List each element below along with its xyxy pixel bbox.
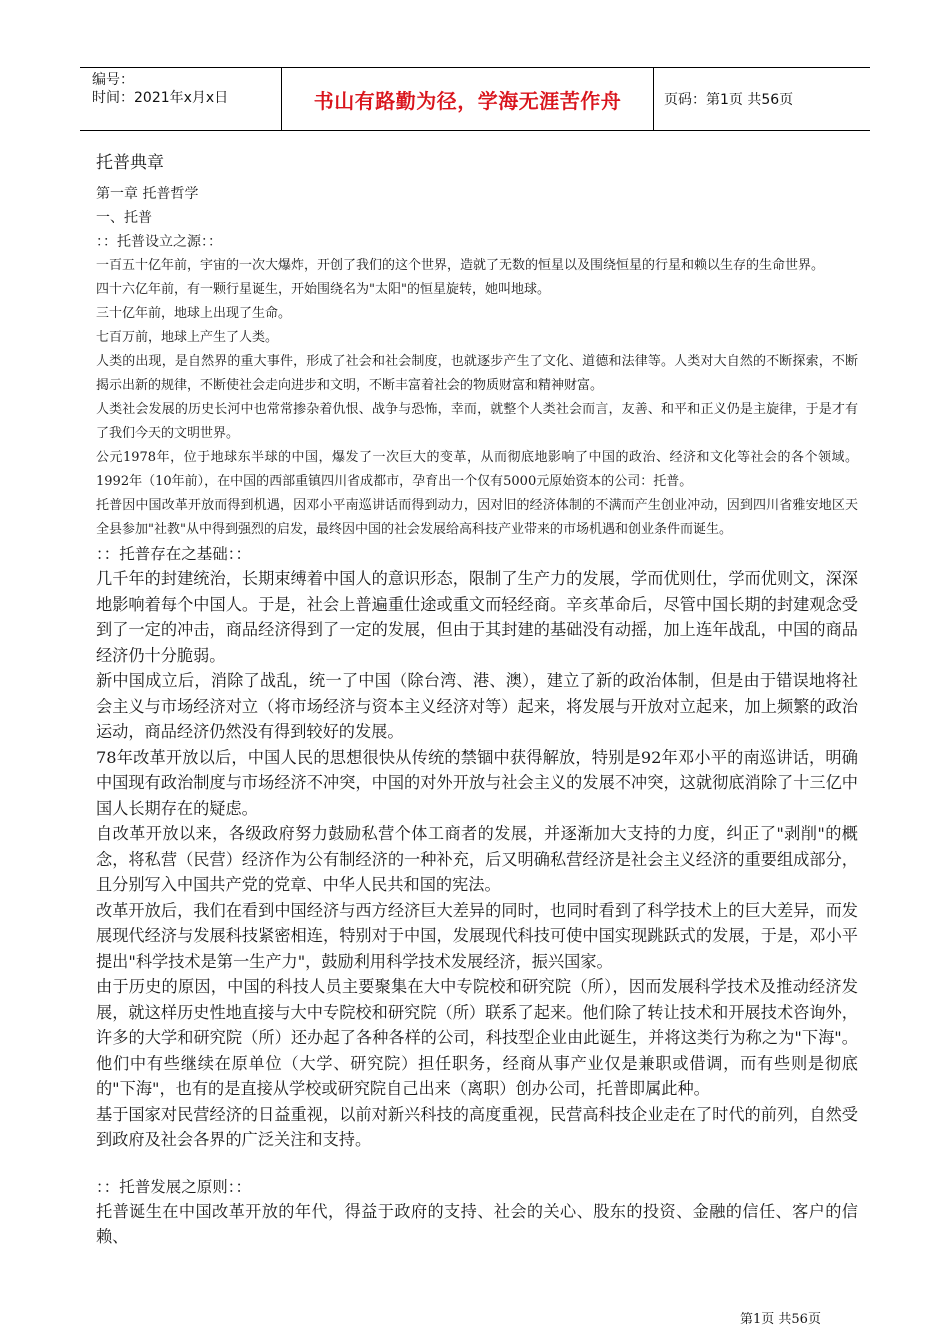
number-label: 编号：	[92, 72, 134, 88]
paragraph: 一百五十亿年前，宇宙的一次大爆炸，开创了我们的这个世界，造就了无数的恒星以及围绕恒星的行星和赖以生存的生命世界。	[96, 258, 825, 273]
paragraph: 三十亿年前，地球上出现了生命。	[96, 306, 292, 321]
spacer	[96, 1153, 858, 1175]
paragraph: 78年改革开放以后，中国人民的思想很快从传统的禁锢中获得解放，特别是92年邓小平的南巡讲话，明确中国现有政治制度与市场经济不冲突，中国的对外开放与社会主义的发展不冲突，这就彻底消除了十三亿中国人长期存在的疑虑。	[96, 747, 858, 818]
time-label: 时间：2021年x月x日	[92, 90, 229, 106]
paragraph: 人类社会发展的历史长河中也常常掺杂着仇恨、战争与恐怖，幸而，就整个人类社会而言，友善、和平和正义仍是主旋律，于是才有了我们今天的文明世界。	[96, 402, 858, 441]
motto-text: 书山有路勤为径，学海无涯苦作舟	[313, 88, 622, 113]
header-table	[80, 67, 870, 131]
paragraph: 托普诞生在中国改革开放的年代，得益于政府的支持、社会的关心、股东的投资、金融的信任、客户的信赖、	[96, 1201, 858, 1246]
subheading-basis: ：：托普存在之基础：：	[96, 545, 252, 563]
subheading-principles: ：：托普发展之原则：：	[96, 1177, 252, 1196]
paragraph: 公元1978年，位于地球东半球的中国，爆发了一次巨大的变革，从而彻底地影响了中国的政治、经济和文化等社会的各个领域。1992年（10年前），在中国的西部重镇四川省成都市，孕育出一个仅有5000元原始资本的公司：托普。	[96, 450, 858, 489]
paragraph: 四十六亿年前，有一颗行星诞生，开始围绕名为"太阳"的恒星旋转，她叫地球。	[96, 282, 550, 297]
page-footer: 第1页 共56页	[740, 1312, 821, 1327]
page-label-cell	[654, 68, 870, 130]
section-heading: 一、托普	[96, 210, 152, 226]
chapter-heading: 第一章 托普哲学	[96, 186, 199, 202]
motto-cell	[282, 68, 654, 130]
paragraph: 自改革开放以来，各级政府努力鼓励私营个体工商者的发展，并逐渐加大支持的力度，纠正了"剥削"的概念，将私营（民营）经济作为公有制经济的一种补充，后又明确私营经济是社会主义经济的重要组成部分，且分别写入中国共产党的党章、中华人民共和国的宪法。	[96, 824, 858, 894]
paragraph: 几千年的封建统治，长期束缚着中国人的意识形态，限制了生产力的发展，学而优则仕，学而优则文，深深地影响着每个中国人。于是，社会上普遍重仕途或重文而轻经商。辛亥革命后，尽管中国长期的封建观念受到了一定的冲击，商品经济得到了一定的发展，但由于其封建的基础没有动摇，加上连年战乱，中国的商品经济仍十分脆弱。	[96, 569, 858, 665]
paragraph: 由于历史的原因，中国的科技人员主要聚集在大中专院校和研究院（所），因而发展科学技术及推动经济发展，就这样历史性地直接与大中专院校和研究院（所）联系了起来。他们除了转让技术和开展技术咨询外，许多的大学和研究院（所）还办起了各种各样的公司，科技型企业由此诞生，并将这类行为称之为"下海"。他们中有些继续在原单位（大学、研究院）担任职务，经商从事产业仅是兼职或借调，而有些则是彻底的"下海"，也有的是直接从学校或研究院自己出来（离职）创办公司，托普即属此种。	[96, 977, 858, 1098]
document-title: 托普典章	[96, 153, 164, 173]
page-label: 页码：第1页 共56页	[664, 92, 794, 108]
paragraph: 新中国成立后，消除了战乱，统一了中国（除台湾、港、澳），建立了新的政治体制，但是由于错误地将社会主义与市场经济对立（将市场经济与资本主义经济对等）起来，将发展与开放对立起来，加上频繁的政治运动，商品经济仍然没有得到较好的发展。	[96, 671, 858, 741]
paragraph: 改革开放后，我们在看到中国经济与西方经济巨大差异的同时，也同时看到了科学技术上的巨大差异，而发展现代经济与发展科技紧密相连，特别对于中国，发展现代科技可使中国实现跳跃式的发展，于是，邓小平提出"科学技术是第一生产力"，鼓励利用科学技术发展经济，振兴国家。	[96, 900, 858, 971]
document-body	[96, 150, 858, 1250]
paragraph: 人类的出现，是自然界的重大事件，形成了社会和社会制度，也就逐步产生了文化、道德和法律等。人类对大自然的不断探索，不断揭示出新的规律，不断使社会走向进步和文明，不断丰富着社会的物质财富和精神财富。	[96, 354, 858, 393]
header-meta-cell	[80, 68, 282, 130]
paragraph: 托普因中国改革开放而得到机遇，因邓小平南巡讲话而得到动力，因对旧的经济体制的不满而产生创业冲动，因到四川省雅安地区天全县参加"社教"从中得到强烈的启发，最终因中国的社会发展给高科技产业带来的市场机遇和创业条件而诞生。	[96, 498, 858, 537]
paragraph: 七百万前，地球上产生了人类。	[96, 330, 279, 345]
subheading-origin: ：：托普设立之源：：	[96, 234, 222, 250]
paragraph: 基于国家对民营经济的日益重视，以前对新兴科技的高度重视，民营高科技企业走在了时代的前列，自然受到政府及社会各界的广泛关注和支持。	[96, 1104, 858, 1149]
